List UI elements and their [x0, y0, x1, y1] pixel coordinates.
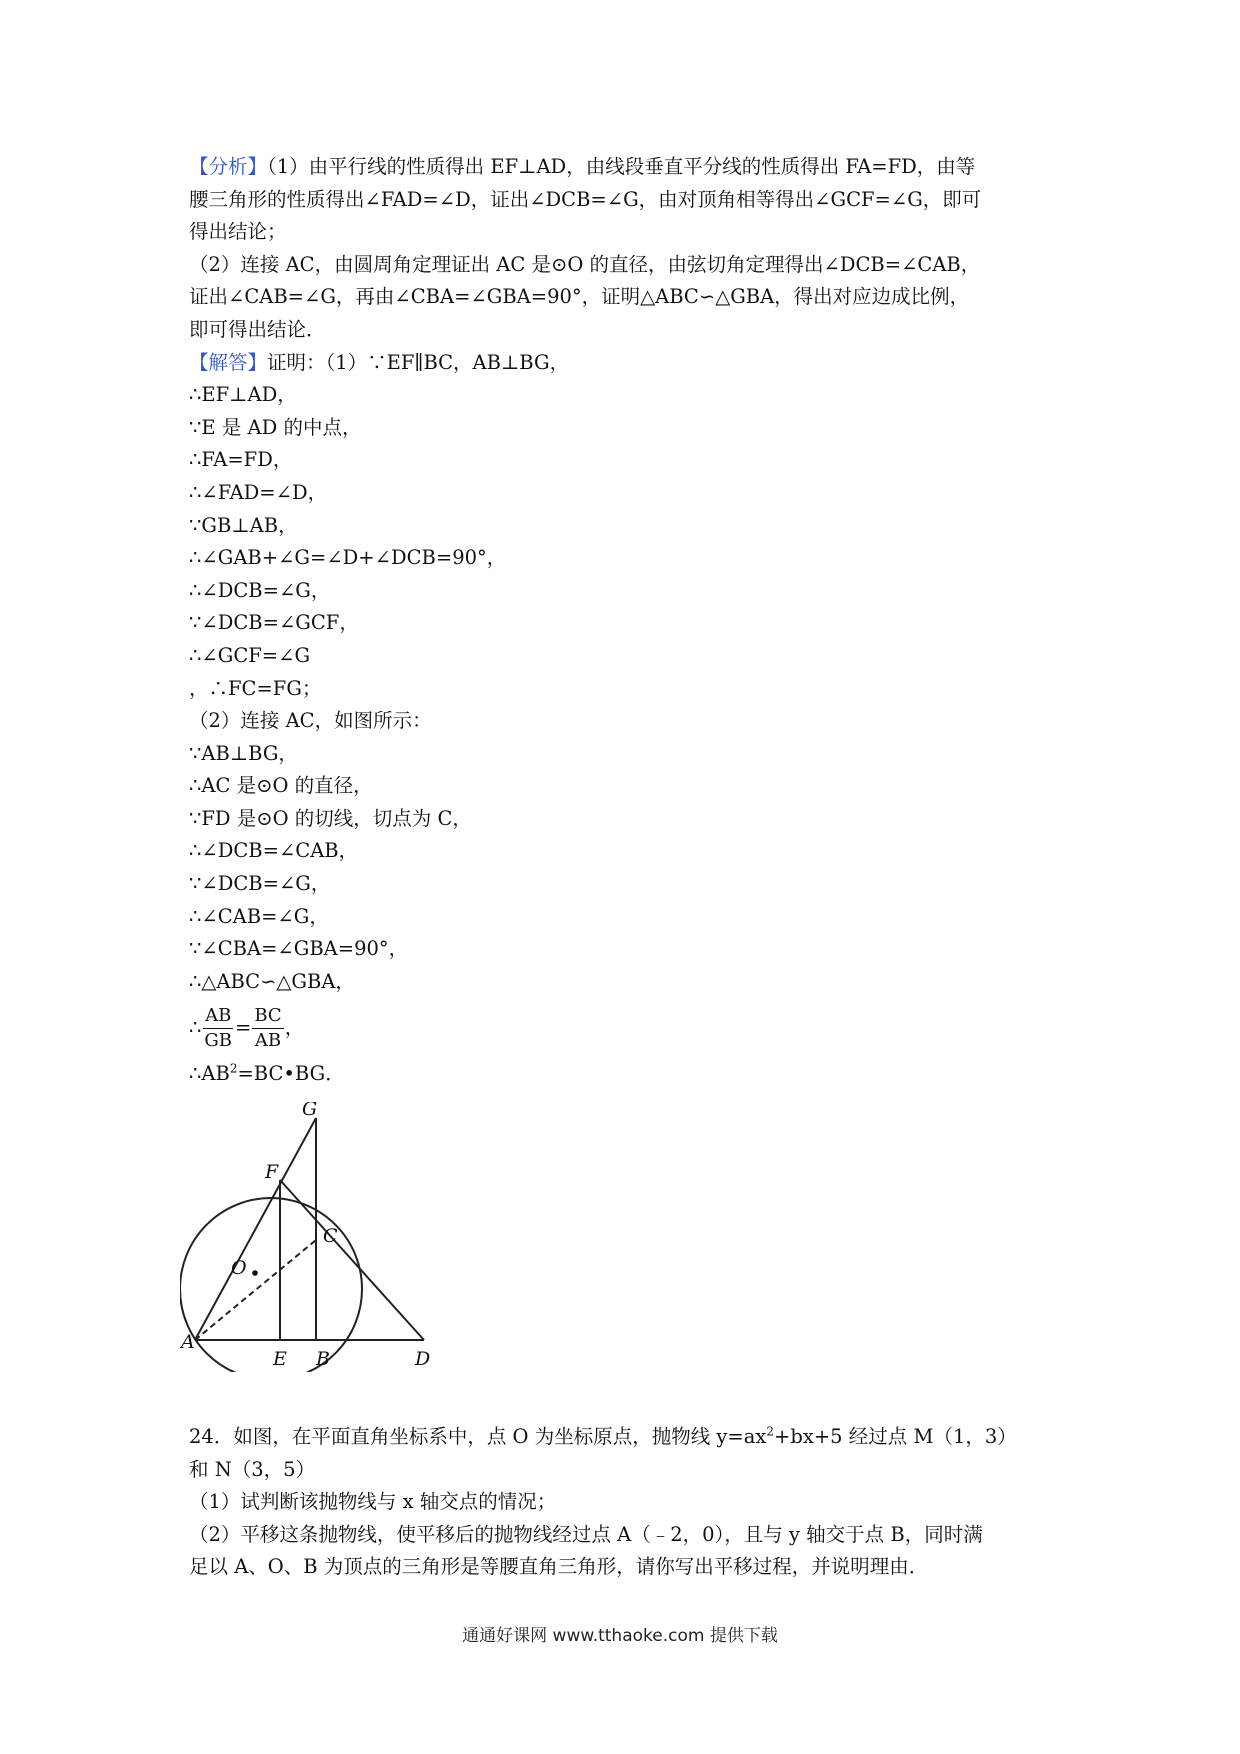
- fraction-step: ∴ $\frac{AB}{GB}$ = $\frac{BC}{AB}$ ，: [189, 1004, 305, 1051]
- label-c: C: [323, 1225, 338, 1247]
- solution-step: ∵E 是 AD 的中点，: [189, 415, 362, 439]
- label-f: F: [265, 1161, 279, 1183]
- solution-step: ∵∠DCB=∠G，: [189, 872, 331, 896]
- label-e: E: [273, 1348, 287, 1370]
- label-o: O: [231, 1257, 247, 1279]
- question-24-line-4: （2）平移这条抛物线，使平移后的抛物线经过点 A（﹣2，0），且与 y 轴交于点 B，同时满: [189, 1522, 983, 1546]
- label-a: A: [181, 1331, 195, 1353]
- solution-tag: 【解答】: [189, 350, 268, 374]
- solution-step: ∴∠GAB+∠G=∠D+∠DCB=90°，: [189, 546, 507, 570]
- solution-step: ∵GB⊥AB，: [189, 513, 298, 537]
- analysis-tag: 【分析】: [189, 155, 268, 178]
- geometry-diagram: [180, 1102, 440, 1372]
- solution-step: ∵FD 是⊙O 的切线，切点为 C，: [189, 806, 472, 830]
- segment-fd: [280, 1180, 424, 1340]
- solution-intro: 【解答】证明：（1）∵EF∥BC，AB⊥BG，: [189, 350, 570, 374]
- solution-step: ∴FA=FD，: [189, 448, 293, 472]
- analysis-line-6: 即可得出结论．: [189, 317, 326, 341]
- solution-step: ∴∠GCF=∠G: [189, 643, 311, 667]
- solution-step: ∴∠DCB=∠G，: [189, 578, 331, 602]
- segment-ag: [195, 1118, 316, 1340]
- analysis-line-1: 【分析】（1）由平行线的性质得出 EF⊥AD，由线段垂直平分线的性质得出 FA=FD，由等: [189, 155, 976, 178]
- solution-step: ，∴FC=FG；: [189, 676, 322, 700]
- question-24-line-5: 足以 A、O、B 为顶点的三角形是等腰直角三角形，请你写出平移过程，并说明理由．: [189, 1555, 929, 1579]
- analysis-line-4: （2）连接 AC，由圆周角定理证出 AC 是⊙O 的直径，由弦切角定理得出∠DCB=∠CAB，: [189, 252, 981, 276]
- solution-step: （2）连接 AC，如图所示：: [189, 709, 432, 733]
- question-24-line-2: 和 N（3，5）: [189, 1457, 316, 1481]
- analysis-line-5: 证出∠CAB=∠G，再由∠CBA=∠GBA=90°，证明△ABC∽△GBA，得出对应边成比例，: [189, 285, 970, 309]
- label-b: B: [316, 1348, 330, 1370]
- segment-ac-dashed: [195, 1240, 316, 1340]
- solution-step: ∴EF⊥AD，: [189, 383, 297, 407]
- center-dot: [252, 1270, 258, 1276]
- geometry-figure: [180, 1102, 440, 1372]
- solution-step: ∵∠CBA=∠GBA=90°，: [189, 937, 409, 961]
- question-24-line-1: 24．如图，在平面直角坐标系中，点 O 为坐标原点，抛物线 $y=ax^2+bx+5$ 经过点 M（1，3）: [189, 1424, 1017, 1448]
- solution-step: ∴∠FAD=∠D，: [189, 480, 328, 504]
- fraction-ab-gb: $\frac{AB}{GB}$: [204, 1004, 233, 1051]
- label-g: G: [302, 1102, 318, 1120]
- question-24: [189, 1421, 1069, 1584]
- solution-step: ∴AC 是⊙O 的直径，: [189, 774, 373, 798]
- fraction-bc-ab: $\frac{BC}{AB}$: [254, 1004, 282, 1051]
- solution-step: ∴∠CAB=∠G，: [189, 904, 329, 928]
- analysis-line-3: 得出结论；: [189, 220, 287, 244]
- solution-step: ∵∠DCB=∠GCF，: [189, 611, 359, 635]
- solution-step: ∴∠DCB=∠CAB，: [189, 839, 359, 863]
- label-d: D: [415, 1348, 431, 1370]
- solution-text: [189, 151, 1069, 1091]
- conclusion-step: $\therefore AB^2=BC•BG$．: [189, 1061, 345, 1086]
- solution-step: ∴△ABC∽△GBA，: [189, 969, 355, 993]
- page-footer: 通通好课网 www.tthaoke.com 提供下载: [462, 1626, 778, 1646]
- analysis-line-2: 腰三角形的性质得出∠FAD=∠D，证出∠DCB=∠G，由对顶角相等得出∠GCF=∠G，即可: [189, 187, 982, 211]
- question-24-line-3: （1）试判断该抛物线与 x 轴交点的情况；: [189, 1490, 557, 1514]
- solution-step: ∵AB⊥BG，: [189, 741, 298, 765]
